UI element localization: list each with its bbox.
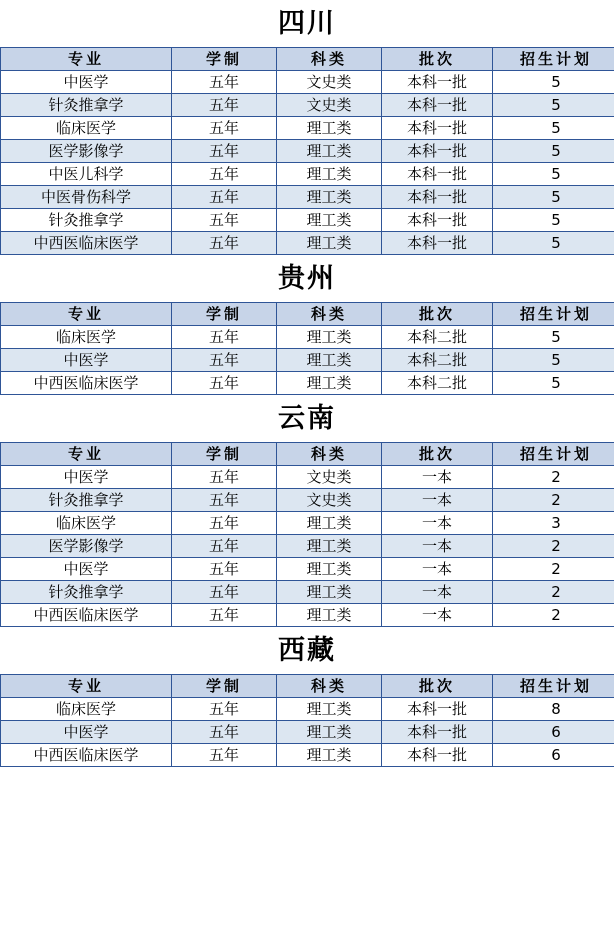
table-cell: 文史类 (277, 71, 382, 94)
table-cell: 医学影像学 (1, 140, 172, 163)
table-cell: 文史类 (277, 94, 382, 117)
table-row (1, 558, 614, 581)
table-header-row (1, 48, 614, 71)
table-cell: 五年 (172, 163, 277, 186)
table-cell: 五年 (172, 349, 277, 372)
column-header: 学制 (172, 443, 277, 466)
column-header: 科类 (277, 675, 382, 698)
table-row (1, 117, 614, 140)
table-cell: 5 (493, 232, 614, 255)
table-cell: 五年 (172, 512, 277, 535)
table-row (1, 326, 614, 349)
table-cell: 五年 (172, 186, 277, 209)
table-cell: 理工类 (277, 117, 382, 140)
table-cell: 本科一批 (382, 94, 493, 117)
province-title: 西藏 (278, 635, 336, 666)
table-cell: 5 (493, 209, 614, 232)
column-header: 批次 (382, 48, 493, 71)
table-cell: 五年 (172, 558, 277, 581)
table-cell: 一本 (382, 466, 493, 489)
enrollment-table (0, 47, 614, 255)
table-cell: 理工类 (277, 349, 382, 372)
table-cell: 5 (493, 186, 614, 209)
table-cell: 理工类 (277, 581, 382, 604)
table-cell: 本科一批 (382, 163, 493, 186)
table-cell: 五年 (172, 535, 277, 558)
table-cell: 2 (493, 466, 614, 489)
table-row (1, 71, 614, 94)
table-cell: 五年 (172, 604, 277, 627)
table-header-row (1, 443, 614, 466)
table-row (1, 535, 614, 558)
table-cell: 理工类 (277, 140, 382, 163)
table-row (1, 721, 614, 744)
table-cell: 一本 (382, 604, 493, 627)
table-row (1, 489, 614, 512)
table-cell: 一本 (382, 535, 493, 558)
table-cell: 五年 (172, 71, 277, 94)
table-cell: 5 (493, 372, 614, 395)
column-header: 学制 (172, 303, 277, 326)
table-cell: 2 (493, 558, 614, 581)
table-cell: 本科一批 (382, 232, 493, 255)
table-cell: 中医学 (1, 721, 172, 744)
enrollment-table (0, 302, 614, 395)
table-cell: 2 (493, 604, 614, 627)
table-cell: 五年 (172, 581, 277, 604)
table-cell: 中西医临床医学 (1, 372, 172, 395)
table-cell: 一本 (382, 558, 493, 581)
table-cell: 理工类 (277, 326, 382, 349)
table-cell: 5 (493, 71, 614, 94)
column-header: 科类 (277, 303, 382, 326)
table-cell: 五年 (172, 326, 277, 349)
table-cell: 本科一批 (382, 71, 493, 94)
table-cell: 中医学 (1, 71, 172, 94)
table-cell: 医学影像学 (1, 535, 172, 558)
table-cell: 理工类 (277, 512, 382, 535)
table-cell: 临床医学 (1, 512, 172, 535)
table-cell: 五年 (172, 466, 277, 489)
table-cell: 理工类 (277, 186, 382, 209)
table-row (1, 581, 614, 604)
table-cell: 五年 (172, 140, 277, 163)
province-section (0, 395, 614, 627)
table-cell: 理工类 (277, 744, 382, 767)
table-cell: 中医学 (1, 558, 172, 581)
table-cell: 针灸推拿学 (1, 489, 172, 512)
column-header: 专业 (1, 675, 172, 698)
table-cell: 本科一批 (382, 698, 493, 721)
column-header: 科类 (277, 48, 382, 71)
table-cell: 五年 (172, 698, 277, 721)
table-row (1, 186, 614, 209)
enrollment-table (0, 674, 614, 767)
column-header: 批次 (382, 303, 493, 326)
table-cell: 针灸推拿学 (1, 581, 172, 604)
table-cell: 五年 (172, 209, 277, 232)
table-cell: 五年 (172, 232, 277, 255)
enrollment-table (0, 442, 614, 627)
table-cell: 3 (493, 512, 614, 535)
table-cell: 五年 (172, 489, 277, 512)
table-row (1, 163, 614, 186)
table-cell: 理工类 (277, 209, 382, 232)
table-row (1, 94, 614, 117)
table-cell: 理工类 (277, 698, 382, 721)
table-row (1, 698, 614, 721)
table-cell: 本科二批 (382, 326, 493, 349)
column-header: 科类 (277, 443, 382, 466)
table-cell: 针灸推拿学 (1, 209, 172, 232)
table-cell: 中医学 (1, 466, 172, 489)
table-cell: 五年 (172, 94, 277, 117)
table-cell: 理工类 (277, 232, 382, 255)
table-cell: 5 (493, 163, 614, 186)
table-row (1, 140, 614, 163)
table-cell: 文史类 (277, 489, 382, 512)
table-row (1, 512, 614, 535)
table-cell: 5 (493, 326, 614, 349)
table-cell: 5 (493, 117, 614, 140)
table-row (1, 744, 614, 767)
column-header: 学制 (172, 48, 277, 71)
table-cell: 中西医临床医学 (1, 604, 172, 627)
table-cell: 针灸推拿学 (1, 94, 172, 117)
table-cell: 中西医临床医学 (1, 744, 172, 767)
table-cell: 5 (493, 94, 614, 117)
table-cell: 五年 (172, 721, 277, 744)
table-cell: 5 (493, 140, 614, 163)
table-cell: 临床医学 (1, 698, 172, 721)
table-cell: 本科二批 (382, 349, 493, 372)
table-cell: 一本 (382, 489, 493, 512)
table-cell: 理工类 (277, 372, 382, 395)
table-cell: 中医骨伤科学 (1, 186, 172, 209)
column-header: 专业 (1, 443, 172, 466)
table-cell: 本科一批 (382, 744, 493, 767)
table-cell: 中医儿科学 (1, 163, 172, 186)
column-header: 招生计划 (493, 303, 614, 326)
table-row (1, 372, 614, 395)
table-cell: 理工类 (277, 721, 382, 744)
table-row (1, 232, 614, 255)
table-cell: 五年 (172, 117, 277, 140)
table-cell: 本科一批 (382, 140, 493, 163)
province-title: 四川 (278, 8, 336, 39)
column-header: 招生计划 (493, 443, 614, 466)
table-cell: 理工类 (277, 163, 382, 186)
table-cell: 8 (493, 698, 614, 721)
table-row (1, 349, 614, 372)
table-cell: 一本 (382, 512, 493, 535)
table-cell: 本科一批 (382, 721, 493, 744)
province-section (0, 255, 614, 395)
table-cell: 文史类 (277, 466, 382, 489)
table-cell: 6 (493, 744, 614, 767)
column-header: 专业 (1, 303, 172, 326)
table-cell: 临床医学 (1, 117, 172, 140)
table-cell: 2 (493, 489, 614, 512)
province-title: 云南 (278, 403, 336, 434)
table-cell: 理工类 (277, 604, 382, 627)
column-header: 专业 (1, 48, 172, 71)
column-header: 学制 (172, 675, 277, 698)
column-header: 招生计划 (493, 675, 614, 698)
table-row (1, 604, 614, 627)
table-cell: 本科一批 (382, 209, 493, 232)
table-cell: 2 (493, 581, 614, 604)
table-cell: 中医学 (1, 349, 172, 372)
table-cell: 2 (493, 535, 614, 558)
table-cell: 本科二批 (382, 372, 493, 395)
province-title: 贵州 (278, 263, 336, 294)
table-cell: 本科一批 (382, 186, 493, 209)
table-cell: 理工类 (277, 535, 382, 558)
table-cell: 理工类 (277, 558, 382, 581)
table-cell: 一本 (382, 581, 493, 604)
table-cell: 5 (493, 349, 614, 372)
province-section (0, 0, 614, 255)
table-header-row (1, 675, 614, 698)
table-header-row (1, 303, 614, 326)
table-cell: 6 (493, 721, 614, 744)
table-row (1, 209, 614, 232)
table-cell: 五年 (172, 372, 277, 395)
table-cell: 本科一批 (382, 117, 493, 140)
table-row (1, 466, 614, 489)
table-cell: 五年 (172, 744, 277, 767)
province-section (0, 627, 614, 767)
column-header: 批次 (382, 443, 493, 466)
column-header: 招生计划 (493, 48, 614, 71)
column-header: 批次 (382, 675, 493, 698)
table-cell: 临床医学 (1, 326, 172, 349)
table-cell: 中西医临床医学 (1, 232, 172, 255)
